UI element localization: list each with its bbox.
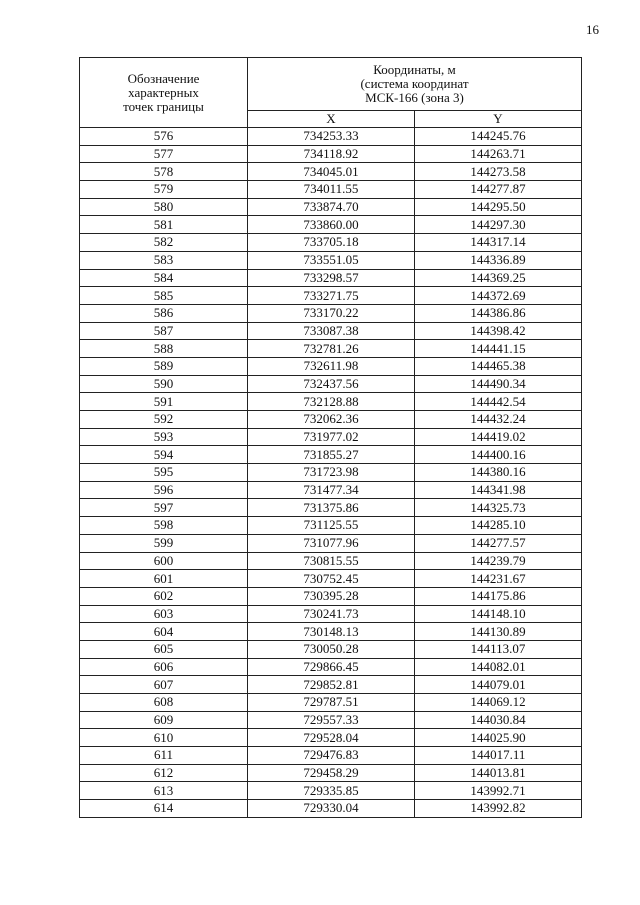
y-coordinate-cell: 143992.82 — [415, 800, 582, 818]
x-coordinate-cell: 731077.96 — [248, 534, 415, 552]
table-row — [80, 428, 582, 446]
y-coordinate-cell: 144277.87 — [415, 181, 582, 199]
table-row — [80, 251, 582, 269]
boundary-coordinates-table — [79, 57, 582, 818]
point-id-cell: 603 — [80, 605, 248, 623]
table-row — [80, 198, 582, 216]
x-coordinate-cell: 731855.27 — [248, 446, 415, 464]
point-id-cell: 581 — [80, 216, 248, 234]
y-coordinate-cell: 144030.84 — [415, 711, 582, 729]
table-row — [80, 747, 582, 765]
table-row — [80, 534, 582, 552]
point-id-cell: 597 — [80, 499, 248, 517]
point-id-cell: 598 — [80, 517, 248, 535]
table-body — [80, 128, 582, 818]
y-coordinate-cell: 144273.58 — [415, 163, 582, 181]
table-header — [80, 58, 582, 128]
y-coordinate-cell: 144369.25 — [415, 269, 582, 287]
table-row — [80, 304, 582, 322]
table-row — [80, 340, 582, 358]
point-id-cell: 592 — [80, 411, 248, 429]
table-row — [80, 640, 582, 658]
point-id-cell: 596 — [80, 481, 248, 499]
table-row — [80, 234, 582, 252]
point-id-cell: 590 — [80, 375, 248, 393]
point-id-cell: 578 — [80, 163, 248, 181]
table-row — [80, 552, 582, 570]
table-row — [80, 145, 582, 163]
x-coordinate-cell: 730815.55 — [248, 552, 415, 570]
x-coordinate-cell: 732611.98 — [248, 357, 415, 375]
x-coordinate-cell: 734253.33 — [248, 128, 415, 146]
table-row — [80, 464, 582, 482]
x-coordinate-cell: 732437.56 — [248, 375, 415, 393]
y-coordinate-cell: 144325.73 — [415, 499, 582, 517]
point-designation-header-line: точек границы — [123, 98, 204, 114]
point-id-cell: 577 — [80, 145, 248, 163]
y-coordinate-cell: 144013.81 — [415, 764, 582, 782]
table-row — [80, 570, 582, 588]
x-coordinate-cell: 732781.26 — [248, 340, 415, 358]
y-coordinate-cell: 144069.12 — [415, 694, 582, 712]
x-coordinate-cell: 731125.55 — [248, 517, 415, 535]
y-coordinate-cell: 144400.16 — [415, 446, 582, 464]
x-column-header: X — [248, 111, 415, 128]
x-coordinate-cell: 729528.04 — [248, 729, 415, 747]
table-row — [80, 411, 582, 429]
y-coordinate-cell: 144386.86 — [415, 304, 582, 322]
table-row — [80, 287, 582, 305]
y-column-header: Y — [415, 111, 582, 128]
x-coordinate-cell: 734011.55 — [248, 181, 415, 199]
point-designation-header-line: Обозначение — [127, 70, 200, 86]
x-coordinate-cell: 733087.38 — [248, 322, 415, 340]
table-row — [80, 446, 582, 464]
x-coordinate-cell: 733298.57 — [248, 269, 415, 287]
x-coordinate-cell: 732062.36 — [248, 411, 415, 429]
table-row — [80, 269, 582, 287]
x-coordinate-cell: 731723.98 — [248, 464, 415, 482]
page-number: 16 — [586, 22, 599, 37]
table-row — [80, 481, 582, 499]
x-coordinate-cell: 729866.45 — [248, 658, 415, 676]
point-id-cell: 604 — [80, 623, 248, 641]
table-row — [80, 676, 582, 694]
coordinates-header — [248, 58, 582, 111]
point-id-cell: 582 — [80, 234, 248, 252]
point-designation-header — [80, 58, 248, 128]
x-coordinate-cell: 730752.45 — [248, 570, 415, 588]
point-id-cell: 611 — [80, 747, 248, 765]
table-row — [80, 764, 582, 782]
table-row — [80, 393, 582, 411]
x-coordinate-cell: 731477.34 — [248, 481, 415, 499]
point-id-cell: 580 — [80, 198, 248, 216]
x-coordinate-cell: 733271.75 — [248, 287, 415, 305]
y-coordinate-cell: 144082.01 — [415, 658, 582, 676]
point-id-cell: 576 — [80, 128, 248, 146]
y-coordinate-cell: 144317.14 — [415, 234, 582, 252]
table-row — [80, 181, 582, 199]
point-id-cell: 607 — [80, 676, 248, 694]
y-coordinate-cell: 144239.79 — [415, 552, 582, 570]
point-id-cell: 612 — [80, 764, 248, 782]
table-row — [80, 128, 582, 146]
point-id-cell: 587 — [80, 322, 248, 340]
y-coordinate-cell: 144398.42 — [415, 322, 582, 340]
x-coordinate-cell: 732128.88 — [248, 393, 415, 411]
x-coordinate-cell: 731977.02 — [248, 428, 415, 446]
y-coordinate-cell: 144419.02 — [415, 428, 582, 446]
y-coordinate-cell: 144025.90 — [415, 729, 582, 747]
x-coordinate-cell: 729335.85 — [248, 782, 415, 800]
y-coordinate-cell: 144245.76 — [415, 128, 582, 146]
y-coordinate-cell: 144231.67 — [415, 570, 582, 588]
y-coordinate-cell: 144490.34 — [415, 375, 582, 393]
y-coordinate-cell: 144465.38 — [415, 357, 582, 375]
x-coordinate-cell: 731375.86 — [248, 499, 415, 517]
x-coordinate-cell: 729476.83 — [248, 747, 415, 765]
point-id-cell: 584 — [80, 269, 248, 287]
point-id-cell: 595 — [80, 464, 248, 482]
y-coordinate-cell: 144130.89 — [415, 623, 582, 641]
point-designation-header-line: характерных — [128, 84, 199, 100]
table-row — [80, 216, 582, 234]
point-id-cell: 591 — [80, 393, 248, 411]
x-coordinate-cell: 734118.92 — [248, 145, 415, 163]
table-row — [80, 605, 582, 623]
y-coordinate-cell: 144380.16 — [415, 464, 582, 482]
y-coordinate-cell: 143992.71 — [415, 782, 582, 800]
y-coordinate-cell: 144017.11 — [415, 747, 582, 765]
point-id-cell: 594 — [80, 446, 248, 464]
y-coordinate-cell: 144442.54 — [415, 393, 582, 411]
coordinates-header-line: Координаты, м — [373, 62, 456, 77]
point-id-cell: 593 — [80, 428, 248, 446]
point-id-cell: 606 — [80, 658, 248, 676]
point-id-cell: 589 — [80, 357, 248, 375]
point-id-cell: 608 — [80, 694, 248, 712]
table-row — [80, 729, 582, 747]
x-coordinate-cell: 734045.01 — [248, 163, 415, 181]
y-coordinate-cell: 144432.24 — [415, 411, 582, 429]
table-row — [80, 375, 582, 393]
table-row — [80, 711, 582, 729]
y-coordinate-cell: 144441.15 — [415, 340, 582, 358]
table-row — [80, 587, 582, 605]
table-row — [80, 694, 582, 712]
table-row — [80, 658, 582, 676]
x-coordinate-cell: 730050.28 — [248, 640, 415, 658]
x-coordinate-cell: 729458.29 — [248, 764, 415, 782]
x-coordinate-cell: 729330.04 — [248, 800, 415, 818]
y-coordinate-cell: 144263.71 — [415, 145, 582, 163]
x-coordinate-cell: 730148.13 — [248, 623, 415, 641]
y-coordinate-cell: 144113.07 — [415, 640, 582, 658]
point-id-cell: 609 — [80, 711, 248, 729]
x-coordinate-cell: 733170.22 — [248, 304, 415, 322]
x-coordinate-cell: 729557.33 — [248, 711, 415, 729]
x-coordinate-cell: 733874.70 — [248, 198, 415, 216]
y-coordinate-cell: 144372.69 — [415, 287, 582, 305]
table-row — [80, 499, 582, 517]
table-row — [80, 322, 582, 340]
y-coordinate-cell: 144341.98 — [415, 481, 582, 499]
point-id-cell: 605 — [80, 640, 248, 658]
x-coordinate-cell: 729787.51 — [248, 694, 415, 712]
point-id-cell: 614 — [80, 800, 248, 818]
y-coordinate-cell: 144079.01 — [415, 676, 582, 694]
point-id-cell: 588 — [80, 340, 248, 358]
point-id-cell: 586 — [80, 304, 248, 322]
y-coordinate-cell: 144285.10 — [415, 517, 582, 535]
x-coordinate-cell: 729852.81 — [248, 676, 415, 694]
coordinates-header-line: МСК-166 (зона 3) — [365, 90, 464, 105]
table-row — [80, 800, 582, 818]
point-id-cell: 579 — [80, 181, 248, 199]
x-coordinate-cell: 733860.00 — [248, 216, 415, 234]
point-id-cell: 585 — [80, 287, 248, 305]
y-coordinate-cell: 144297.30 — [415, 216, 582, 234]
y-coordinate-cell: 144336.89 — [415, 251, 582, 269]
point-id-cell: 599 — [80, 534, 248, 552]
point-id-cell: 602 — [80, 587, 248, 605]
point-id-cell: 613 — [80, 782, 248, 800]
x-coordinate-cell: 733705.18 — [248, 234, 415, 252]
x-coordinate-cell: 733551.05 — [248, 251, 415, 269]
table-row — [80, 623, 582, 641]
x-coordinate-cell: 730395.28 — [248, 587, 415, 605]
x-coordinate-cell: 730241.73 — [248, 605, 415, 623]
y-coordinate-cell: 144295.50 — [415, 198, 582, 216]
point-id-cell: 601 — [80, 570, 248, 588]
table-row — [80, 357, 582, 375]
y-coordinate-cell: 144148.10 — [415, 605, 582, 623]
y-coordinate-cell: 144277.57 — [415, 534, 582, 552]
table-row — [80, 163, 582, 181]
point-id-cell: 583 — [80, 251, 248, 269]
y-coordinate-cell: 144175.86 — [415, 587, 582, 605]
coordinates-header-line: (система координат — [360, 76, 469, 91]
table-row — [80, 782, 582, 800]
point-id-cell: 600 — [80, 552, 248, 570]
table-row — [80, 517, 582, 535]
point-id-cell: 610 — [80, 729, 248, 747]
